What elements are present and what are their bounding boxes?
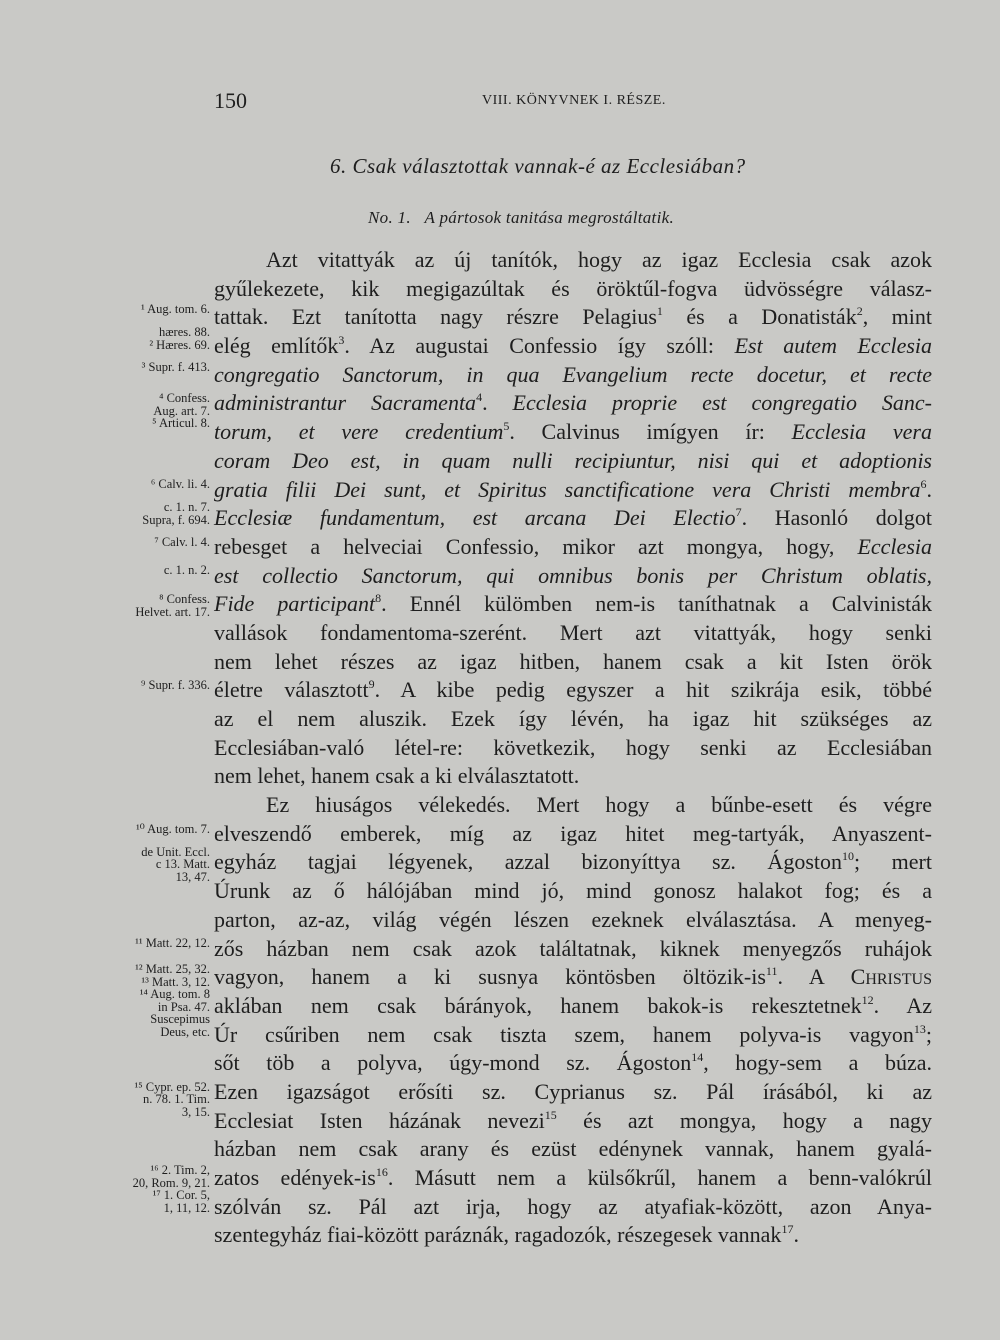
italic-text: Ecclesiæ fundamentum, est arcana Dei Electio [214, 505, 736, 531]
text-line [214, 447, 932, 476]
text-line [214, 820, 932, 849]
margin-note [98, 392, 210, 430]
text-segment: , hogy-sem a búza. [703, 1050, 932, 1076]
text-segment: . [793, 1222, 799, 1248]
text-line [214, 676, 932, 705]
text-line [214, 992, 932, 1021]
text-line [214, 1021, 932, 1050]
footnote-ref: 9 [368, 677, 375, 692]
text-segment: sőt töb a polyva, úgy-mond sz. Ágoston [214, 1050, 692, 1076]
margin-note-line: c. 1. n. 7. [163, 500, 210, 515]
text-segment: Azt vitattyák az új tanítók, hogy az igaz Ecclesia csak azok [266, 247, 932, 272]
text-line [214, 1135, 932, 1164]
italic-text: est collectio Sanctorum, qui omnibus bonis per Christum oblatis, [214, 562, 932, 588]
text-line [214, 1049, 932, 1078]
subsection-number: No. 1. [368, 208, 411, 227]
margin-note-line: Helvet. art. 17. [135, 604, 210, 619]
text-segment: ; mert [854, 849, 932, 875]
text-segment: . A kibe pedig egyszer a hit szikrája esik, többé [374, 677, 932, 703]
footnote-ref: 16 [375, 1165, 388, 1179]
text-segment: az el nem aluszik. Ezek így lévén, ha igaz hit szükséges az [214, 706, 932, 731]
text-line [214, 361, 932, 390]
text-segment: házban nem csak arany és ezüst edénynek vannak, hanem gyalá- [214, 1136, 932, 1162]
footnote-ref: 7 [735, 505, 742, 520]
italic-text: gratia filii Dei sunt, et Spiritus sanctificatione vera Christi membra [214, 476, 921, 502]
text-segment: szólván sz. Pál azt irja, hogy az atyafiak-között, azon Anya- [214, 1193, 932, 1219]
margin-note-line: ⁷ Calv. l. 4. [154, 534, 210, 549]
text-line [214, 1107, 932, 1136]
italic-text: coram Deo est, in quam nulli recipiuntur, nisi qui et adoptionis [214, 447, 932, 473]
section-title: 6. Csak választottak vannak-é az Ecclesiában? [330, 154, 746, 178]
footnote-ref: 1 [656, 304, 663, 319]
text-segment: Ez hiuságos vélekedés. Mert hogy a bűnbe-esett és végre [266, 792, 932, 818]
margin-note [98, 536, 210, 549]
text-segment: ; [925, 1021, 932, 1047]
text-line [214, 877, 932, 906]
margin-note-line: ⁴ Confess. [159, 391, 210, 406]
text-line [214, 935, 932, 964]
margin-note [98, 361, 210, 374]
text-line [214, 275, 932, 304]
text-line [214, 1164, 932, 1193]
text-segment: . [926, 476, 932, 502]
subsection-text: A pártosok tanitása megrostáltatik. [424, 208, 674, 227]
text-segment: zatos edények-is [214, 1165, 376, 1190]
text-line [214, 705, 932, 734]
text-line [214, 734, 932, 763]
text-line [214, 332, 932, 361]
italic-text: administrantur Sacramenta [214, 390, 477, 416]
margin-note [98, 478, 210, 491]
text-segment: Úrunk az ő hálójában mind jó, mind gonosz halakot fog; és a [214, 878, 932, 904]
text-segment: zős házban nem csak azok találtatnak, kiknek menyegzős ruhájok [214, 935, 932, 961]
text-segment: . Calvinus imígyen ír: [509, 419, 792, 445]
footnote-ref: 5 [503, 419, 510, 434]
text-segment: . Az [873, 992, 932, 1018]
text-line [214, 389, 932, 418]
footnote-ref: 15 [544, 1107, 557, 1122]
text-segment: szentegyház fiai-között paráznák, ragadozók, részegesek vannak [214, 1222, 782, 1248]
text-line [214, 619, 932, 648]
margin-note-line: in Psa. 47. [157, 999, 210, 1014]
text-line [214, 963, 932, 992]
margin-note-line: ¹⁴ Aug. tom. 8 [139, 987, 210, 1002]
margin-note-line: de Unit. Eccl. [141, 844, 210, 859]
margin-note-line: ⁹ Supr. f. 336. [141, 678, 210, 693]
text-segment: vagyon, hanem a ki susnya köntösben öltözik-is [214, 964, 766, 990]
margin-note [98, 846, 210, 884]
margin-note-line: ¹ Aug. tom. 6. [140, 302, 210, 317]
subsection-title [368, 208, 674, 228]
text-line [214, 533, 932, 562]
text-line [214, 906, 932, 935]
text-line [214, 590, 932, 619]
footnote-ref: 17 [781, 1222, 794, 1237]
text-segment: nem lehet, hanem csak a ki elválasztatott. [214, 763, 580, 789]
footnote-ref: 2 [856, 304, 863, 319]
footnote-ref: 6 [920, 476, 927, 491]
margin-note-line: ³ Supr. f. 413. [141, 359, 210, 374]
footnote-ref: 3 [338, 333, 345, 348]
margin-note-line: ¹⁶ 2. Tim. 2, [150, 1163, 210, 1178]
text-segment: életre választott [214, 677, 369, 703]
margin-note-line: c. 1. n. 2. [163, 563, 210, 578]
margin-note [98, 593, 210, 618]
text-line [214, 791, 932, 820]
body-text [214, 246, 932, 1250]
text-segment: . Másutt nem a külsőkrűl, hanem a benn-valókrúl [387, 1165, 932, 1190]
text-line [214, 848, 932, 877]
margin-note-line: 13, 47. [175, 869, 210, 884]
margin-note [98, 1081, 210, 1119]
text-segment: . Ennél külömben nem-is taníthatnak a Calvinisták [381, 591, 933, 617]
text-segment: . [482, 390, 513, 416]
text-line [214, 1221, 932, 1250]
text-segment: , mint [862, 304, 933, 330]
margin-note-line: ¹⁵ Cypr. ep. 52. [134, 1079, 210, 1094]
text-line [214, 504, 932, 533]
italic-text: torum, et vere credentium [214, 419, 504, 445]
text-line [214, 1078, 932, 1107]
text-line [214, 1193, 932, 1222]
text-line [214, 303, 932, 332]
margin-note-line: ¹² Matt. 25, 32. [135, 962, 210, 977]
margin-note [98, 303, 210, 316]
text-segment: . Hasonló dolgot [741, 505, 932, 531]
footnote-ref: 12 [861, 992, 874, 1007]
text-line [214, 476, 932, 505]
margin-note-line: hæres. 88. [158, 325, 210, 340]
text-segment: tattak. Ezt tanította nagy részre Pelagius [214, 304, 657, 330]
text-segment: és azt mongya, hogy a nagy [556, 1107, 933, 1133]
margin-note-line: Supra, f. 694. [142, 512, 210, 527]
text-line [214, 246, 932, 275]
margin-note-line: ¹³ Matt. 3, 12. [141, 974, 210, 989]
footnote-ref: 8 [375, 591, 382, 606]
italic-text: Ecclesia [857, 533, 932, 559]
margin-note-line: ⁶ Calv. li. 4. [150, 477, 210, 492]
text-segment: elveszendő emberek, míg az igaz hitet meg-tartyák, Anyaszent- [214, 820, 932, 846]
italic-text: congregatio Sanctorum, in qua Evangelium recte docetur, et recte [214, 361, 932, 387]
text-line [214, 418, 932, 447]
footnote-ref: 11 [765, 964, 778, 979]
small-caps-text: HRISTUS [865, 971, 932, 989]
margin-note [98, 326, 210, 351]
italic-text: Ecclesia vera [791, 419, 932, 445]
margin-note-line: Deus, etc. [160, 1024, 210, 1039]
text-segment: egyház tagjai légyenek, azzal bizonyíttya sz. Ágoston [214, 849, 842, 875]
margin-note [98, 823, 210, 836]
margin-note-line: 3, 15. [181, 1104, 210, 1119]
margin-note-line: ² Hæres. 69. [149, 337, 210, 352]
footnote-ref: 10 [842, 849, 854, 864]
margin-note-line: ⁸ Confess. [159, 592, 210, 606]
footnote-ref: 13 [913, 1021, 926, 1036]
margin-note-line: 1, 11, 12. [163, 1200, 210, 1215]
text-segment: parton, az-az, világ végén lészen ezeknek elválasztása. A menyeg- [214, 906, 932, 932]
margin-note [98, 679, 210, 692]
text-segment: gyűlekezete, kik megigazúltak és öröktűl-fogva üdvösségre válasz- [214, 275, 932, 301]
margin-note [98, 564, 210, 577]
text-line [214, 648, 932, 677]
italic-text: Est autem Ecclesia [734, 333, 933, 359]
margin-note-line: n. 78. 1. Tim. [142, 1092, 210, 1107]
italic-text: Fide participant [214, 591, 376, 617]
running-head: VIII. KÖNYVNEK I. RÉSZE. [482, 93, 666, 108]
text-segment: vallások fondamentoma-szerént. Mert azt vitattyák, hogy senki [214, 619, 932, 645]
margin-note-line: ⁵ Articul. 8. [152, 416, 210, 431]
text-segment: . A C [777, 964, 866, 990]
text-segment: és a Donatisták [662, 304, 857, 330]
margin-note [98, 501, 210, 526]
text-segment: nem lehet részes az igaz hitben, hanem csak a kit Isten örök [214, 648, 932, 674]
margin-note-line: 20, Rom. 9, 21. [132, 1175, 210, 1190]
text-segment: . Az augustai Confessio így szóll: [344, 333, 735, 359]
text-segment: Úr csűriben nem csak tiszta szem, hanem polyva-is vagyon [214, 1021, 914, 1047]
text-segment: aklában nem csak bárányok, hanem bakok-is rekesztetnek [214, 992, 862, 1018]
text-segment: rebesget a helveciai Confessio, mikor azt mongya, hogy, [214, 533, 858, 559]
margin-note-line: ¹⁰ Aug. tom. 7. [135, 821, 210, 836]
italic-text: Ecclesia proprie est congregatio Sanc- [512, 390, 933, 416]
text-segment: Ecclesiat Isten házának nevezi [214, 1107, 545, 1133]
text-segment: elég említők [214, 333, 339, 359]
text-segment: Ezen igazságot erősíti sz. Cyprianus sz. Pál írásából, ki az [214, 1078, 932, 1104]
margin-note-line: Suscepimus [150, 1012, 210, 1027]
margin-note-line: Aug. art. 7. [153, 403, 210, 418]
margin-note [98, 937, 210, 950]
footnote-ref: 14 [691, 1050, 704, 1065]
margin-note-line: ¹¹ Matt. 22, 12. [135, 936, 210, 951]
footnote-ref: 4 [476, 390, 483, 405]
text-segment: Ecclesiában-való létel-re: következik, hogy senki az Ecclesiában [214, 734, 932, 760]
text-line [214, 762, 932, 791]
margin-note-line: ¹⁷ 1. Cor. 5, [152, 1188, 210, 1203]
margin-note [98, 963, 210, 1038]
page-number: 150 [214, 88, 247, 113]
page-header [0, 88, 1000, 118]
margin-note-line: c 13. Matt. [155, 857, 210, 872]
text-line [214, 562, 932, 591]
margin-note [98, 1164, 210, 1214]
